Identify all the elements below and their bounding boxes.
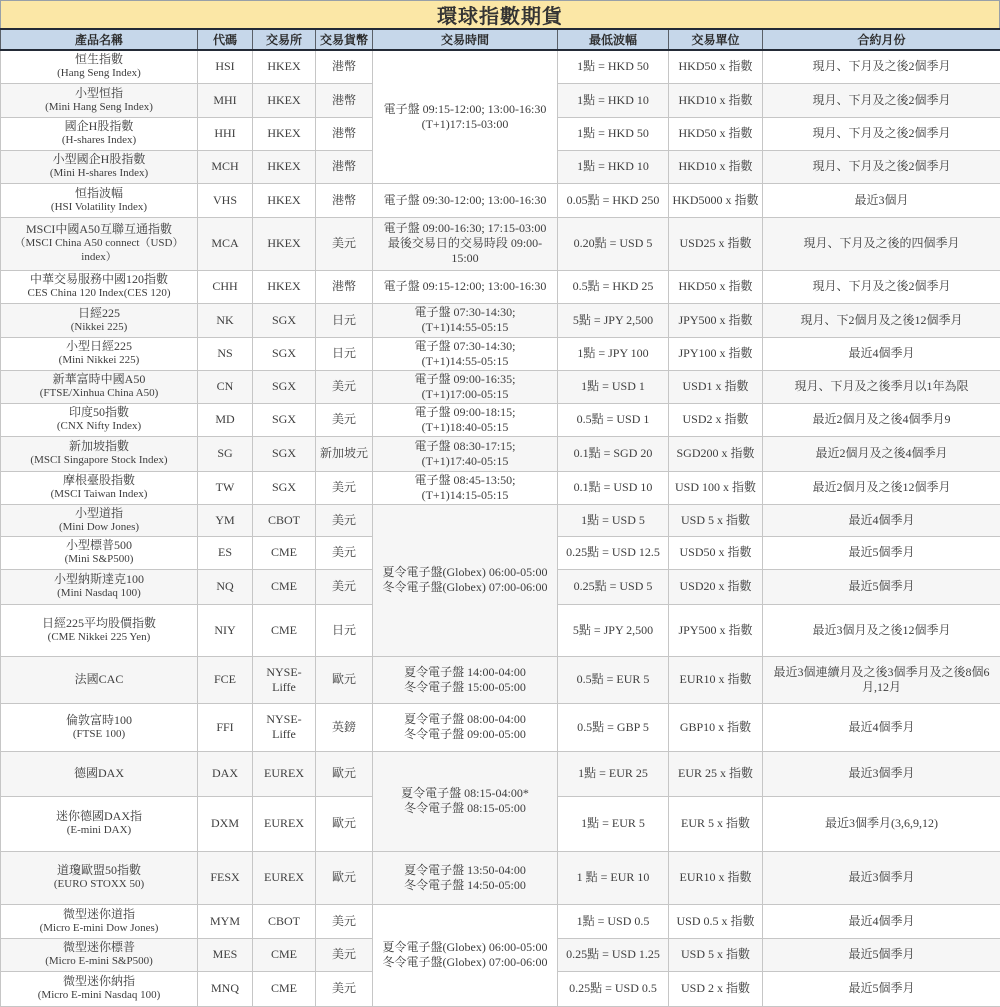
page-title-bar — [0, 0, 1000, 28]
product-name-zh: 法國CAC — [4, 672, 194, 687]
product-name-zh: 日經225平均股價指數 — [4, 616, 194, 631]
product-name-cell — [1, 904, 198, 938]
contract-months-cell: 最近5個季月 — [763, 536, 1000, 569]
col-header-trading-unit: 交易單位 — [669, 29, 763, 50]
trading-unit-cell: USD 5 x 指數 — [669, 504, 763, 536]
min-fluctuation-cell: 0.25點 = USD 12.5 — [558, 536, 669, 569]
contract-months-cell: 最近4個季月 — [763, 504, 1000, 536]
currency-cell: 日元 — [316, 303, 373, 337]
code-cell: FCE — [198, 656, 253, 703]
trading-unit-cell: USD50 x 指數 — [669, 536, 763, 569]
code-cell: FESX — [198, 851, 253, 904]
trading-hours-line: 夏令電子盤 08:00-04:00 — [376, 712, 554, 727]
product-name-en: (Mini S&P500) — [4, 553, 194, 567]
product-name-zh: 小型道指 — [4, 506, 194, 521]
product-name-zh: 新加坡指數 — [4, 439, 194, 454]
trading-unit-cell: HKD50 x 指數 — [669, 270, 763, 303]
trading-hours-cell — [373, 370, 558, 403]
trading-unit-cell: USD25 x 指數 — [669, 217, 763, 270]
product-name-en: (Mini Nasdaq 100) — [4, 587, 194, 601]
currency-cell: 美元 — [316, 471, 373, 504]
product-name-cell — [1, 536, 198, 569]
product-name-zh: 德國DAX — [4, 766, 194, 781]
product-name-cell — [1, 150, 198, 183]
trading-hours-line: (T+1)14:15-05:15 — [376, 488, 554, 503]
min-fluctuation-cell: 1 點 = EUR 10 — [558, 851, 669, 904]
trading-unit-cell: JPY500 x 指數 — [669, 604, 763, 656]
table-row — [1, 436, 1000, 471]
contract-months-cell: 最近4個季月 — [763, 703, 1000, 751]
currency-cell: 日元 — [316, 337, 373, 370]
product-name-en: (Nikkei 225) — [4, 321, 194, 335]
product-name-en: （MSCI China A50 connect（USD）index） — [4, 237, 194, 265]
exchange-cell: HKEX — [253, 117, 316, 150]
product-name-en: (Hang Seng Index) — [4, 67, 194, 81]
table-row — [1, 504, 1000, 536]
trading-hours-line: 電子盤 07:30-14:30; — [376, 305, 554, 320]
product-name-cell — [1, 303, 198, 337]
trading-unit-cell: EUR10 x 指數 — [669, 851, 763, 904]
contract-months-cell: 最近5個季月 — [763, 938, 1000, 971]
code-cell: SG — [198, 436, 253, 471]
contract-months-cell: 最近4個季月 — [763, 904, 1000, 938]
table-row — [1, 471, 1000, 504]
table-row — [1, 703, 1000, 751]
code-cell: ES — [198, 536, 253, 569]
exchange-cell: HKEX — [253, 217, 316, 270]
code-cell: NQ — [198, 569, 253, 604]
product-name-zh: 微型迷你道指 — [4, 907, 194, 922]
trading-unit-cell: USD2 x 指數 — [669, 403, 763, 436]
trading-hours-cell — [373, 504, 558, 656]
currency-cell: 美元 — [316, 569, 373, 604]
trading-hours-line: 夏令電子盤 08:15-04:00* — [376, 786, 554, 801]
min-fluctuation-cell: 1點 = HKD 10 — [558, 83, 669, 117]
product-name-zh: 微型迷你標普 — [4, 940, 194, 955]
currency-cell: 美元 — [316, 217, 373, 270]
col-header-currency: 交易貨幣 — [316, 29, 373, 50]
product-name-zh: 恒指波幅 — [4, 186, 194, 201]
exchange-cell: HKEX — [253, 270, 316, 303]
trading-hours-line: 夏令電子盤 14:00-04:00 — [376, 665, 554, 680]
currency-cell: 港幣 — [316, 117, 373, 150]
trading-hours-line: (T+1)18:40-05:15 — [376, 420, 554, 435]
exchange-cell: CBOT — [253, 904, 316, 938]
exchange-cell: CME — [253, 536, 316, 569]
exchange-cell: NYSE-Liffe — [253, 703, 316, 751]
product-name-zh: 迷你德國DAX指 — [4, 809, 194, 824]
code-cell: NK — [198, 303, 253, 337]
product-name-en: (Micro E-mini S&P500) — [4, 955, 194, 969]
col-header-contract-months: 合約月份 — [763, 29, 1000, 50]
trading-hours-line: 冬令電子盤 09:00-05:00 — [376, 727, 554, 742]
contract-months-cell: 最近3個月及之後12個季月 — [763, 604, 1000, 656]
trading-unit-cell: HKD50 x 指數 — [669, 117, 763, 150]
col-header-product-name: 產品名稱 — [1, 29, 198, 50]
contract-months-cell: 最近4個季月 — [763, 337, 1000, 370]
trading-hours-line: 電子盤 08:45-13:50; — [376, 473, 554, 488]
trading-unit-cell: HKD10 x 指數 — [669, 150, 763, 183]
min-fluctuation-cell: 0.5點 = GBP 5 — [558, 703, 669, 751]
col-header-code: 代碼 — [198, 29, 253, 50]
product-name-en: (H-shares Index) — [4, 134, 194, 148]
min-fluctuation-cell: 0.5點 = EUR 5 — [558, 656, 669, 703]
product-name-cell — [1, 436, 198, 471]
code-cell: MCA — [198, 217, 253, 270]
product-name-zh: 道瓊歐盟50指數 — [4, 863, 194, 878]
exchange-cell: EUREX — [253, 751, 316, 796]
product-name-zh: 小型日經225 — [4, 339, 194, 354]
product-name-zh: 倫敦富時100 — [4, 713, 194, 728]
product-name-en: (CME Nikkei 225 Yen) — [4, 631, 194, 645]
exchange-cell: CME — [253, 938, 316, 971]
trading-hours-cell — [373, 904, 558, 1006]
contract-months-cell: 現月、下月及之後2個季月 — [763, 50, 1000, 83]
currency-cell: 日元 — [316, 604, 373, 656]
product-name-cell — [1, 50, 198, 83]
code-cell: VHS — [198, 183, 253, 217]
trading-unit-cell: JPY100 x 指數 — [669, 337, 763, 370]
currency-cell: 港幣 — [316, 50, 373, 83]
trading-hours-cell — [373, 851, 558, 904]
min-fluctuation-cell: 0.1點 = SGD 20 — [558, 436, 669, 471]
product-name-zh: 印度50指數 — [4, 405, 194, 420]
table-row — [1, 183, 1000, 217]
contract-months-cell: 現月、下月及之後2個季月 — [763, 150, 1000, 183]
trading-hours-cell — [373, 751, 558, 851]
col-header-min-fluctuation: 最低波幅 — [558, 29, 669, 50]
trading-hours-line: 電子盤 09:15-12:00; 13:00-16:30 — [376, 279, 554, 294]
trading-hours-line: 電子盤 08:30-17:15; — [376, 439, 554, 454]
trading-hours-line: 夏令電子盤(Globex) 06:00-05:00 — [376, 565, 554, 580]
min-fluctuation-cell: 1點 = EUR 5 — [558, 796, 669, 851]
product-name-cell — [1, 971, 198, 1006]
currency-cell: 港幣 — [316, 183, 373, 217]
product-name-zh: 新華富時中國A50 — [4, 372, 194, 387]
contract-months-cell: 最近3個季月(3,6,9,12) — [763, 796, 1000, 851]
contract-months-cell: 現月、下月及之後2個季月 — [763, 270, 1000, 303]
product-name-zh: 國企H股指數 — [4, 119, 194, 134]
exchange-cell: SGX — [253, 471, 316, 504]
currency-cell: 歐元 — [316, 656, 373, 703]
product-name-zh: 小型標普500 — [4, 538, 194, 553]
product-name-en: (FTSE 100) — [4, 728, 194, 742]
min-fluctuation-cell: 1點 = HKD 50 — [558, 50, 669, 83]
trading-hours-line: (T+1)14:55-05:15 — [376, 320, 554, 335]
product-name-zh: 微型迷你納指 — [4, 974, 194, 989]
min-fluctuation-cell: 0.25點 = USD 1.25 — [558, 938, 669, 971]
table-row — [1, 656, 1000, 703]
product-name-cell — [1, 217, 198, 270]
code-cell: CN — [198, 370, 253, 403]
trading-hours-line: 冬令電子盤(Globex) 07:00-06:00 — [376, 580, 554, 595]
min-fluctuation-cell: 5點 = JPY 2,500 — [558, 604, 669, 656]
trading-unit-cell: USD20 x 指數 — [669, 569, 763, 604]
product-name-zh: MSCI中國A50互聯互通指數 — [4, 222, 194, 237]
min-fluctuation-cell: 0.25點 = USD 5 — [558, 569, 669, 604]
min-fluctuation-cell: 0.05點 = HKD 250 — [558, 183, 669, 217]
product-name-cell — [1, 703, 198, 751]
trading-hours-line: (T+1)14:55-05:15 — [376, 354, 554, 369]
trading-hours-cell — [373, 703, 558, 751]
exchange-cell: CME — [253, 604, 316, 656]
table-row — [1, 403, 1000, 436]
trading-hours-line: 冬令電子盤 15:00-05:00 — [376, 680, 554, 695]
product-name-cell — [1, 337, 198, 370]
exchange-cell: SGX — [253, 337, 316, 370]
trading-hours-line: 電子盤 09:00-18:15; — [376, 405, 554, 420]
trading-unit-cell: USD 5 x 指數 — [669, 938, 763, 971]
header-row — [1, 29, 1000, 50]
table-row — [1, 217, 1000, 270]
trading-unit-cell: SGD200 x 指數 — [669, 436, 763, 471]
trading-unit-cell: HKD50 x 指數 — [669, 50, 763, 83]
exchange-cell: HKEX — [253, 83, 316, 117]
trading-hours-line: 最後交易日的交易時段 09:00-15:00 — [376, 236, 554, 266]
trading-unit-cell: USD 2 x 指數 — [669, 971, 763, 1006]
table-header — [1, 29, 1000, 50]
exchange-cell: SGX — [253, 370, 316, 403]
col-header-trading-hours: 交易時間 — [373, 29, 558, 50]
currency-cell: 美元 — [316, 403, 373, 436]
table-row — [1, 370, 1000, 403]
trading-unit-cell: USD 100 x 指數 — [669, 471, 763, 504]
code-cell: MYM — [198, 904, 253, 938]
trading-unit-cell: HKD5000 x 指數 — [669, 183, 763, 217]
currency-cell: 歐元 — [316, 751, 373, 796]
product-name-cell — [1, 938, 198, 971]
product-name-cell — [1, 851, 198, 904]
product-name-en: (Mini Nikkei 225) — [4, 354, 194, 368]
trading-hours-line: 冬令電子盤 08:15-05:00 — [376, 801, 554, 816]
contract-months-cell: 最近5個季月 — [763, 569, 1000, 604]
currency-cell: 美元 — [316, 370, 373, 403]
product-name-cell — [1, 117, 198, 150]
trading-unit-cell: GBP10 x 指數 — [669, 703, 763, 751]
trading-unit-cell: JPY500 x 指數 — [669, 303, 763, 337]
product-name-en: (Mini Dow Jones) — [4, 521, 194, 535]
currency-cell: 港幣 — [316, 150, 373, 183]
product-name-cell — [1, 656, 198, 703]
table-row — [1, 904, 1000, 938]
currency-cell: 美元 — [316, 904, 373, 938]
exchange-cell: EUREX — [253, 796, 316, 851]
trading-unit-cell: EUR10 x 指數 — [669, 656, 763, 703]
product-name-en: (MSCI Singapore Stock Index) — [4, 454, 194, 468]
currency-cell: 新加坡元 — [316, 436, 373, 471]
currency-cell: 美元 — [316, 938, 373, 971]
product-name-en: CES China 120 Index(CES 120) — [4, 287, 194, 301]
product-name-cell — [1, 471, 198, 504]
product-name-cell — [1, 796, 198, 851]
product-name-zh: 小型恒指 — [4, 86, 194, 101]
min-fluctuation-cell: 1點 = HKD 50 — [558, 117, 669, 150]
code-cell: TW — [198, 471, 253, 504]
trading-hours-cell — [373, 303, 558, 337]
trading-unit-cell: EUR 5 x 指數 — [669, 796, 763, 851]
contract-months-cell: 現月、下月及之後的四個季月 — [763, 217, 1000, 270]
product-name-en: (EURO STOXX 50) — [4, 878, 194, 892]
code-cell: DAX — [198, 751, 253, 796]
min-fluctuation-cell: 1點 = JPY 100 — [558, 337, 669, 370]
min-fluctuation-cell: 1點 = EUR 25 — [558, 751, 669, 796]
trading-hours-line: 電子盤 07:30-14:30; — [376, 339, 554, 354]
product-name-zh: 小型納斯達克100 — [4, 572, 194, 587]
contract-months-cell: 最近5個季月 — [763, 971, 1000, 1006]
code-cell: CHH — [198, 270, 253, 303]
min-fluctuation-cell: 5點 = JPY 2,500 — [558, 303, 669, 337]
table-body — [1, 50, 1000, 1006]
contract-months-cell: 現月、下月及之後2個季月 — [763, 83, 1000, 117]
code-cell: MHI — [198, 83, 253, 117]
min-fluctuation-cell: 0.5點 = USD 1 — [558, 403, 669, 436]
currency-cell: 美元 — [316, 536, 373, 569]
currency-cell: 港幣 — [316, 83, 373, 117]
min-fluctuation-cell: 1點 = USD 1 — [558, 370, 669, 403]
contract-months-cell: 最近2個月及之後4個季月 — [763, 436, 1000, 471]
table-row — [1, 270, 1000, 303]
currency-cell: 港幣 — [316, 270, 373, 303]
trading-hours-cell — [373, 183, 558, 217]
contract-months-cell: 現月、下月及之後季月以1年為限 — [763, 370, 1000, 403]
product-name-en: (Mini H-shares Index) — [4, 167, 194, 181]
table-row — [1, 751, 1000, 796]
contract-months-cell: 最近3個連續月及之後3個季月及之後8個6月,12月 — [763, 656, 1000, 703]
table-row — [1, 851, 1000, 904]
product-name-zh: 小型國企H股指數 — [4, 152, 194, 167]
code-cell: MCH — [198, 150, 253, 183]
product-name-cell — [1, 569, 198, 604]
product-name-cell — [1, 504, 198, 536]
min-fluctuation-cell: 0.25點 = USD 0.5 — [558, 971, 669, 1006]
contract-months-cell: 現月、下2個月及之後12個季月 — [763, 303, 1000, 337]
product-name-zh: 日經225 — [4, 306, 194, 321]
table-row — [1, 337, 1000, 370]
trading-hours-line: (T+1)17:40-05:15 — [376, 454, 554, 469]
trading-hours-cell — [373, 50, 558, 183]
min-fluctuation-cell: 0.1點 = USD 10 — [558, 471, 669, 504]
trading-hours-cell — [373, 337, 558, 370]
currency-cell: 英鎊 — [316, 703, 373, 751]
product-name-cell — [1, 270, 198, 303]
min-fluctuation-cell: 1點 = USD 0.5 — [558, 904, 669, 938]
product-name-cell — [1, 83, 198, 117]
product-name-cell — [1, 751, 198, 796]
product-name-zh: 摩根臺股指數 — [4, 473, 194, 488]
trading-unit-cell: USD 0.5 x 指數 — [669, 904, 763, 938]
exchange-cell: HKEX — [253, 183, 316, 217]
trading-unit-cell: USD1 x 指數 — [669, 370, 763, 403]
product-name-en: (MSCI Taiwan Index) — [4, 488, 194, 502]
min-fluctuation-cell: 0.20點 = USD 5 — [558, 217, 669, 270]
trading-hours-line: 夏令電子盤 13:50-04:00 — [376, 863, 554, 878]
trading-hours-cell — [373, 217, 558, 270]
product-name-zh: 恒生指數 — [4, 52, 194, 67]
currency-cell: 美元 — [316, 971, 373, 1006]
trading-hours-line: 電子盤 09:15-12:00; 13:00-16:30 — [376, 102, 554, 117]
product-name-cell — [1, 183, 198, 217]
exchange-cell: CBOT — [253, 504, 316, 536]
code-cell: HSI — [198, 50, 253, 83]
exchange-cell: SGX — [253, 303, 316, 337]
code-cell: HHI — [198, 117, 253, 150]
trading-unit-cell: HKD10 x 指數 — [669, 83, 763, 117]
trading-hours-cell — [373, 471, 558, 504]
trading-hours-cell — [373, 656, 558, 703]
trading-hours-line: 冬令電子盤(Globex) 07:00-06:00 — [376, 955, 554, 970]
trading-hours-line: 電子盤 09:30-12:00; 13:00-16:30 — [376, 193, 554, 208]
currency-cell: 歐元 — [316, 796, 373, 851]
trading-hours-line: 電子盤 09:00-16:30; 17:15-03:00 — [376, 221, 554, 236]
contract-months-cell: 最近3個季月 — [763, 851, 1000, 904]
col-header-exchange: 交易所 — [253, 29, 316, 50]
trading-hours-line: 夏令電子盤(Globex) 06:00-05:00 — [376, 940, 554, 955]
trading-hours-cell — [373, 436, 558, 471]
exchange-cell: SGX — [253, 436, 316, 471]
contract-months-cell: 現月、下月及之後2個季月 — [763, 117, 1000, 150]
trading-hours-cell — [373, 403, 558, 436]
trading-hours-cell — [373, 270, 558, 303]
code-cell: YM — [198, 504, 253, 536]
table-row — [1, 303, 1000, 337]
table-row — [1, 50, 1000, 83]
code-cell: MNQ — [198, 971, 253, 1006]
trading-hours-line: 電子盤 09:00-16:35; — [376, 372, 554, 387]
exchange-cell: HKEX — [253, 150, 316, 183]
page-title: 環球指數期貨 — [437, 0, 563, 29]
contract-months-cell: 最近3個月 — [763, 183, 1000, 217]
product-name-en: (HSI Volatility Index) — [4, 201, 194, 215]
exchange-cell: HKEX — [253, 50, 316, 83]
code-cell: DXM — [198, 796, 253, 851]
trading-hours-line: (T+1)17:00-05:15 — [376, 387, 554, 402]
exchange-cell: EUREX — [253, 851, 316, 904]
currency-cell: 歐元 — [316, 851, 373, 904]
trading-hours-line: (T+1)17:15-03:00 — [376, 117, 554, 132]
product-name-en: (CNX Nifty Index) — [4, 420, 194, 434]
product-name-en: (E-mini DAX) — [4, 824, 194, 838]
trading-unit-cell: EUR 25 x 指數 — [669, 751, 763, 796]
min-fluctuation-cell: 1點 = USD 5 — [558, 504, 669, 536]
code-cell: NIY — [198, 604, 253, 656]
product-name-en: (Micro E-mini Dow Jones) — [4, 922, 194, 936]
contract-months-cell: 最近2個月及之後12個季月 — [763, 471, 1000, 504]
futures-table — [0, 28, 1000, 1007]
min-fluctuation-cell: 0.5點 = HKD 25 — [558, 270, 669, 303]
contract-months-cell: 最近3個季月 — [763, 751, 1000, 796]
code-cell: FFI — [198, 703, 253, 751]
exchange-cell: NYSE-Liffe — [253, 656, 316, 703]
code-cell: MD — [198, 403, 253, 436]
product-name-cell — [1, 403, 198, 436]
code-cell: MES — [198, 938, 253, 971]
product-name-en: (FTSE/Xinhua China A50) — [4, 387, 194, 401]
exchange-cell: SGX — [253, 403, 316, 436]
min-fluctuation-cell: 1點 = HKD 10 — [558, 150, 669, 183]
trading-hours-line: 冬令電子盤 14:50-05:00 — [376, 878, 554, 893]
exchange-cell: CME — [253, 569, 316, 604]
product-name-en: (Mini Hang Seng Index) — [4, 101, 194, 115]
product-name-zh: 中華交易服務中國120指數 — [4, 272, 194, 287]
code-cell: NS — [198, 337, 253, 370]
contract-months-cell: 最近2個月及之後4個季月9 — [763, 403, 1000, 436]
currency-cell: 美元 — [316, 504, 373, 536]
product-name-en: (Micro E-mini Nasdaq 100) — [4, 989, 194, 1003]
product-name-cell — [1, 370, 198, 403]
exchange-cell: CME — [253, 971, 316, 1006]
product-name-cell — [1, 604, 198, 656]
